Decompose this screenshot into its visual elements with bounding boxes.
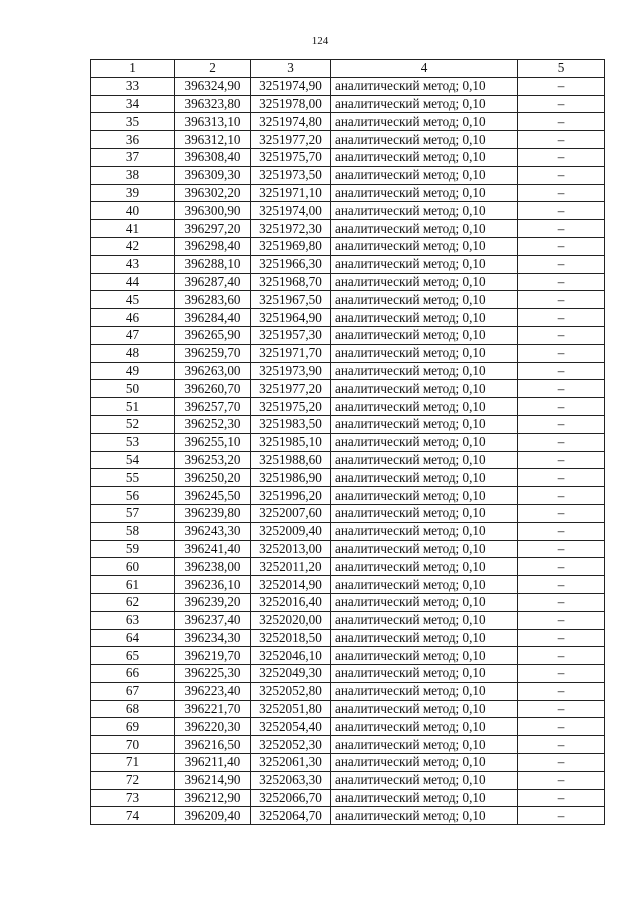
point-number-cell: 64 xyxy=(91,629,175,647)
y-coordinate-cell: 3252007,60 xyxy=(251,504,331,522)
table-row xyxy=(91,255,605,273)
x-coordinate-cell: 396250,20 xyxy=(175,469,251,487)
y-coordinate-cell: 3252009,40 xyxy=(251,522,331,540)
table-row xyxy=(91,291,605,309)
note-cell: – xyxy=(518,326,605,344)
table-row xyxy=(91,807,605,825)
note-cell: – xyxy=(518,95,605,113)
x-coordinate-cell: 396219,70 xyxy=(175,647,251,665)
y-coordinate-cell: 3251968,70 xyxy=(251,273,331,291)
y-coordinate-cell: 3251969,80 xyxy=(251,237,331,255)
point-number-cell: 45 xyxy=(91,291,175,309)
y-coordinate-cell: 3251971,70 xyxy=(251,344,331,362)
method-accuracy-cell: аналитический метод; 0,10 xyxy=(331,326,518,344)
note-cell: – xyxy=(518,237,605,255)
note-cell: – xyxy=(518,504,605,522)
y-coordinate-cell: 3251977,20 xyxy=(251,380,331,398)
table-row xyxy=(91,593,605,611)
point-number-cell: 59 xyxy=(91,540,175,558)
table-row xyxy=(91,629,605,647)
table-row xyxy=(91,113,605,131)
method-accuracy-cell: аналитический метод; 0,10 xyxy=(331,309,518,327)
x-coordinate-cell: 396212,90 xyxy=(175,789,251,807)
y-coordinate-cell: 3252051,80 xyxy=(251,700,331,718)
note-cell: – xyxy=(518,77,605,95)
x-coordinate-cell: 396313,10 xyxy=(175,113,251,131)
note-cell: – xyxy=(518,362,605,380)
method-accuracy-cell: аналитический метод; 0,10 xyxy=(331,415,518,433)
x-coordinate-cell: 396225,30 xyxy=(175,665,251,683)
method-accuracy-cell: аналитический метод; 0,10 xyxy=(331,807,518,825)
note-cell: – xyxy=(518,309,605,327)
x-coordinate-cell: 396283,60 xyxy=(175,291,251,309)
note-cell: – xyxy=(518,682,605,700)
point-number-cell: 43 xyxy=(91,255,175,273)
note-cell: – xyxy=(518,148,605,166)
point-number-cell: 57 xyxy=(91,504,175,522)
table-row xyxy=(91,184,605,202)
table-row xyxy=(91,789,605,807)
x-coordinate-cell: 396239,20 xyxy=(175,593,251,611)
note-cell: – xyxy=(518,415,605,433)
y-coordinate-cell: 3252049,30 xyxy=(251,665,331,683)
method-accuracy-cell: аналитический метод; 0,10 xyxy=(331,95,518,113)
table-row xyxy=(91,504,605,522)
note-cell: – xyxy=(518,593,605,611)
point-number-cell: 70 xyxy=(91,736,175,754)
method-accuracy-cell: аналитический метод; 0,10 xyxy=(331,754,518,772)
note-cell: – xyxy=(518,487,605,505)
table-row xyxy=(91,665,605,683)
method-accuracy-cell: аналитический метод; 0,10 xyxy=(331,611,518,629)
x-coordinate-cell: 396287,40 xyxy=(175,273,251,291)
note-cell: – xyxy=(518,754,605,772)
table-row xyxy=(91,95,605,113)
point-number-cell: 58 xyxy=(91,522,175,540)
method-accuracy-cell: аналитический метод; 0,10 xyxy=(331,487,518,505)
y-coordinate-cell: 3252052,80 xyxy=(251,682,331,700)
note-cell: – xyxy=(518,771,605,789)
header-cell-1: 1 xyxy=(91,60,175,78)
x-coordinate-cell: 396211,40 xyxy=(175,754,251,772)
x-coordinate-cell: 396253,20 xyxy=(175,451,251,469)
note-cell: – xyxy=(518,380,605,398)
x-coordinate-cell: 396312,10 xyxy=(175,131,251,149)
header-cell-5: 5 xyxy=(518,60,605,78)
x-coordinate-cell: 396309,30 xyxy=(175,166,251,184)
table-row xyxy=(91,540,605,558)
y-coordinate-cell: 3251957,30 xyxy=(251,326,331,344)
x-coordinate-cell: 396255,10 xyxy=(175,433,251,451)
y-coordinate-cell: 3251975,70 xyxy=(251,148,331,166)
note-cell: – xyxy=(518,469,605,487)
point-number-cell: 69 xyxy=(91,718,175,736)
table-header-row xyxy=(91,60,605,78)
note-cell: – xyxy=(518,700,605,718)
method-accuracy-cell: аналитический метод; 0,10 xyxy=(331,771,518,789)
x-coordinate-cell: 396216,50 xyxy=(175,736,251,754)
method-accuracy-cell: аналитический метод; 0,10 xyxy=(331,593,518,611)
point-number-cell: 36 xyxy=(91,131,175,149)
y-coordinate-cell: 3251975,20 xyxy=(251,398,331,416)
note-cell: – xyxy=(518,202,605,220)
table-row xyxy=(91,344,605,362)
table-row xyxy=(91,309,605,327)
point-number-cell: 74 xyxy=(91,807,175,825)
table-row xyxy=(91,77,605,95)
y-coordinate-cell: 3252066,70 xyxy=(251,789,331,807)
point-number-cell: 50 xyxy=(91,380,175,398)
table-row xyxy=(91,718,605,736)
method-accuracy-cell: аналитический метод; 0,10 xyxy=(331,433,518,451)
method-accuracy-cell: аналитический метод; 0,10 xyxy=(331,504,518,522)
x-coordinate-cell: 396257,70 xyxy=(175,398,251,416)
point-number-cell: 61 xyxy=(91,576,175,594)
note-cell: – xyxy=(518,789,605,807)
point-number-cell: 65 xyxy=(91,647,175,665)
method-accuracy-cell: аналитический метод; 0,10 xyxy=(331,362,518,380)
point-number-cell: 53 xyxy=(91,433,175,451)
point-number-cell: 72 xyxy=(91,771,175,789)
method-accuracy-cell: аналитический метод; 0,10 xyxy=(331,291,518,309)
point-number-cell: 49 xyxy=(91,362,175,380)
note-cell: – xyxy=(518,166,605,184)
y-coordinate-cell: 3252064,70 xyxy=(251,807,331,825)
method-accuracy-cell: аналитический метод; 0,10 xyxy=(331,255,518,273)
point-number-cell: 40 xyxy=(91,202,175,220)
y-coordinate-cell: 3252014,90 xyxy=(251,576,331,594)
table-row xyxy=(91,682,605,700)
point-number-cell: 44 xyxy=(91,273,175,291)
y-coordinate-cell: 3251971,10 xyxy=(251,184,331,202)
x-coordinate-cell: 396298,40 xyxy=(175,237,251,255)
note-cell: – xyxy=(518,451,605,469)
y-coordinate-cell: 3251983,50 xyxy=(251,415,331,433)
x-coordinate-cell: 396243,30 xyxy=(175,522,251,540)
point-number-cell: 52 xyxy=(91,415,175,433)
x-coordinate-cell: 396237,40 xyxy=(175,611,251,629)
point-number-cell: 63 xyxy=(91,611,175,629)
y-coordinate-cell: 3251977,20 xyxy=(251,131,331,149)
table-row xyxy=(91,754,605,772)
note-cell: – xyxy=(518,807,605,825)
table-row xyxy=(91,326,605,344)
point-number-cell: 33 xyxy=(91,77,175,95)
method-accuracy-cell: аналитический метод; 0,10 xyxy=(331,398,518,416)
x-coordinate-cell: 396260,70 xyxy=(175,380,251,398)
table-row xyxy=(91,558,605,576)
point-number-cell: 37 xyxy=(91,148,175,166)
method-accuracy-cell: аналитический метод; 0,10 xyxy=(331,718,518,736)
x-coordinate-cell: 396300,90 xyxy=(175,202,251,220)
method-accuracy-cell: аналитический метод; 0,10 xyxy=(331,344,518,362)
note-cell: – xyxy=(518,131,605,149)
y-coordinate-cell: 3251978,00 xyxy=(251,95,331,113)
x-coordinate-cell: 396288,10 xyxy=(175,255,251,273)
table-row xyxy=(91,380,605,398)
x-coordinate-cell: 396263,00 xyxy=(175,362,251,380)
method-accuracy-cell: аналитический метод; 0,10 xyxy=(331,665,518,683)
table-row xyxy=(91,433,605,451)
point-number-cell: 41 xyxy=(91,220,175,238)
method-accuracy-cell: аналитический метод; 0,10 xyxy=(331,522,518,540)
method-accuracy-cell: аналитический метод; 0,10 xyxy=(331,540,518,558)
note-cell: – xyxy=(518,344,605,362)
y-coordinate-cell: 3252018,50 xyxy=(251,629,331,647)
y-coordinate-cell: 3251974,00 xyxy=(251,202,331,220)
point-number-cell: 68 xyxy=(91,700,175,718)
x-coordinate-cell: 396284,40 xyxy=(175,309,251,327)
y-coordinate-cell: 3251974,80 xyxy=(251,113,331,131)
x-coordinate-cell: 396302,20 xyxy=(175,184,251,202)
y-coordinate-cell: 3252013,00 xyxy=(251,540,331,558)
method-accuracy-cell: аналитический метод; 0,10 xyxy=(331,202,518,220)
header-cell-2: 2 xyxy=(175,60,251,78)
x-coordinate-cell: 396297,20 xyxy=(175,220,251,238)
table-row xyxy=(91,131,605,149)
method-accuracy-cell: аналитический метод; 0,10 xyxy=(331,558,518,576)
header-cell-3: 3 xyxy=(251,60,331,78)
y-coordinate-cell: 3252061,30 xyxy=(251,754,331,772)
table-row xyxy=(91,469,605,487)
method-accuracy-cell: аналитический метод; 0,10 xyxy=(331,576,518,594)
note-cell: – xyxy=(518,629,605,647)
point-number-cell: 55 xyxy=(91,469,175,487)
note-cell: – xyxy=(518,433,605,451)
x-coordinate-cell: 396214,90 xyxy=(175,771,251,789)
y-coordinate-cell: 3252046,10 xyxy=(251,647,331,665)
table-row xyxy=(91,700,605,718)
method-accuracy-cell: аналитический метод; 0,10 xyxy=(331,700,518,718)
note-cell: – xyxy=(518,665,605,683)
method-accuracy-cell: аналитический метод; 0,10 xyxy=(331,184,518,202)
x-coordinate-cell: 396259,70 xyxy=(175,344,251,362)
x-coordinate-cell: 396234,30 xyxy=(175,629,251,647)
note-cell: – xyxy=(518,273,605,291)
table-row xyxy=(91,611,605,629)
method-accuracy-cell: аналитический метод; 0,10 xyxy=(331,131,518,149)
method-accuracy-cell: аналитический метод; 0,10 xyxy=(331,148,518,166)
y-coordinate-cell: 3252054,40 xyxy=(251,718,331,736)
note-cell: – xyxy=(518,398,605,416)
point-number-cell: 60 xyxy=(91,558,175,576)
method-accuracy-cell: аналитический метод; 0,10 xyxy=(331,629,518,647)
table-row xyxy=(91,273,605,291)
method-accuracy-cell: аналитический метод; 0,10 xyxy=(331,273,518,291)
method-accuracy-cell: аналитический метод; 0,10 xyxy=(331,789,518,807)
table-row xyxy=(91,202,605,220)
point-number-cell: 51 xyxy=(91,398,175,416)
y-coordinate-cell: 3251986,90 xyxy=(251,469,331,487)
table-row xyxy=(91,237,605,255)
page-number: 124 xyxy=(311,35,329,47)
y-coordinate-cell: 3252020,00 xyxy=(251,611,331,629)
x-coordinate-cell: 396209,40 xyxy=(175,807,251,825)
note-cell: – xyxy=(518,611,605,629)
table-row xyxy=(91,487,605,505)
x-coordinate-cell: 396324,90 xyxy=(175,77,251,95)
y-coordinate-cell: 3251974,90 xyxy=(251,77,331,95)
method-accuracy-cell: аналитический метод; 0,10 xyxy=(331,77,518,95)
point-number-cell: 66 xyxy=(91,665,175,683)
point-number-cell: 47 xyxy=(91,326,175,344)
point-number-cell: 56 xyxy=(91,487,175,505)
point-number-cell: 39 xyxy=(91,184,175,202)
note-cell: – xyxy=(518,184,605,202)
note-cell: – xyxy=(518,718,605,736)
note-cell: – xyxy=(518,558,605,576)
note-cell: – xyxy=(518,736,605,754)
note-cell: – xyxy=(518,113,605,131)
x-coordinate-cell: 396223,40 xyxy=(175,682,251,700)
table-row xyxy=(91,522,605,540)
x-coordinate-cell: 396236,10 xyxy=(175,576,251,594)
table-row xyxy=(91,771,605,789)
note-cell: – xyxy=(518,576,605,594)
x-coordinate-cell: 396238,00 xyxy=(175,558,251,576)
method-accuracy-cell: аналитический метод; 0,10 xyxy=(331,113,518,131)
coordinates-table xyxy=(90,59,605,825)
method-accuracy-cell: аналитический метод; 0,10 xyxy=(331,380,518,398)
table-row xyxy=(91,166,605,184)
x-coordinate-cell: 396239,80 xyxy=(175,504,251,522)
table-row xyxy=(91,576,605,594)
y-coordinate-cell: 3251973,50 xyxy=(251,166,331,184)
point-number-cell: 71 xyxy=(91,754,175,772)
method-accuracy-cell: аналитический метод; 0,10 xyxy=(331,469,518,487)
note-cell: – xyxy=(518,647,605,665)
y-coordinate-cell: 3251967,50 xyxy=(251,291,331,309)
method-accuracy-cell: аналитический метод; 0,10 xyxy=(331,647,518,665)
table-row xyxy=(91,451,605,469)
point-number-cell: 62 xyxy=(91,593,175,611)
y-coordinate-cell: 3252052,30 xyxy=(251,736,331,754)
x-coordinate-cell: 396221,70 xyxy=(175,700,251,718)
table-row xyxy=(91,362,605,380)
note-cell: – xyxy=(518,522,605,540)
note-cell: – xyxy=(518,220,605,238)
x-coordinate-cell: 396308,40 xyxy=(175,148,251,166)
method-accuracy-cell: аналитический метод; 0,10 xyxy=(331,220,518,238)
x-coordinate-cell: 396245,50 xyxy=(175,487,251,505)
table-row xyxy=(91,736,605,754)
x-coordinate-cell: 396241,40 xyxy=(175,540,251,558)
note-cell: – xyxy=(518,291,605,309)
y-coordinate-cell: 3251973,90 xyxy=(251,362,331,380)
method-accuracy-cell: аналитический метод; 0,10 xyxy=(331,682,518,700)
method-accuracy-cell: аналитический метод; 0,10 xyxy=(331,237,518,255)
y-coordinate-cell: 3251985,10 xyxy=(251,433,331,451)
note-cell: – xyxy=(518,540,605,558)
y-coordinate-cell: 3251996,20 xyxy=(251,487,331,505)
point-number-cell: 54 xyxy=(91,451,175,469)
note-cell: – xyxy=(518,255,605,273)
point-number-cell: 73 xyxy=(91,789,175,807)
y-coordinate-cell: 3251964,90 xyxy=(251,309,331,327)
table-row xyxy=(91,415,605,433)
point-number-cell: 67 xyxy=(91,682,175,700)
table-row xyxy=(91,647,605,665)
method-accuracy-cell: аналитический метод; 0,10 xyxy=(331,736,518,754)
y-coordinate-cell: 3251972,30 xyxy=(251,220,331,238)
y-coordinate-cell: 3251988,60 xyxy=(251,451,331,469)
x-coordinate-cell: 396265,90 xyxy=(175,326,251,344)
point-number-cell: 48 xyxy=(91,344,175,362)
point-number-cell: 42 xyxy=(91,237,175,255)
x-coordinate-cell: 396323,80 xyxy=(175,95,251,113)
y-coordinate-cell: 3252063,30 xyxy=(251,771,331,789)
table-row xyxy=(91,220,605,238)
method-accuracy-cell: аналитический метод; 0,10 xyxy=(331,166,518,184)
method-accuracy-cell: аналитический метод; 0,10 xyxy=(331,451,518,469)
y-coordinate-cell: 3252011,20 xyxy=(251,558,331,576)
x-coordinate-cell: 396220,30 xyxy=(175,718,251,736)
point-number-cell: 38 xyxy=(91,166,175,184)
table-body xyxy=(91,77,605,824)
point-number-cell: 46 xyxy=(91,309,175,327)
table-row xyxy=(91,398,605,416)
point-number-cell: 34 xyxy=(91,95,175,113)
point-number-cell: 35 xyxy=(91,113,175,131)
x-coordinate-cell: 396252,30 xyxy=(175,415,251,433)
header-cell-4: 4 xyxy=(331,60,518,78)
table-row xyxy=(91,148,605,166)
y-coordinate-cell: 3252016,40 xyxy=(251,593,331,611)
y-coordinate-cell: 3251966,30 xyxy=(251,255,331,273)
